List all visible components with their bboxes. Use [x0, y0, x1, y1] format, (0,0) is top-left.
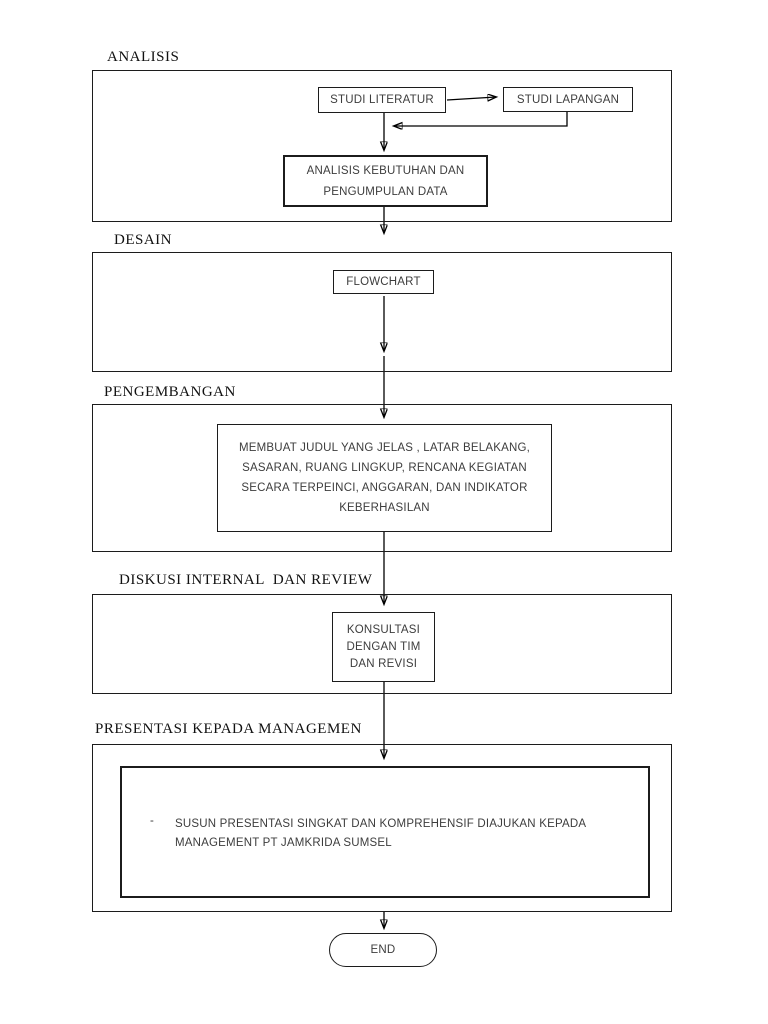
node-text-line: ANALISIS KEBUTUHAN DAN: [306, 164, 465, 177]
node-susun-presentasi: [120, 766, 650, 898]
section-label-pengembangan: PENGEMBANGAN: [104, 384, 236, 400]
node-text-line: SASARAN, RUANG LINGKUP, RENCANA KEGIATAN: [242, 462, 527, 474]
node-text-line: DAN REVISI: [349, 657, 418, 670]
node-text-line: MEMBUAT JUDUL YANG JELAS , LATAR BELAKANG,: [238, 442, 531, 454]
section-label-analisis: ANALISIS: [107, 49, 180, 65]
node-konsultasi: [332, 612, 435, 682]
node-text-line: MANAGEMENT PT JAMKRIDA SUMSEL: [175, 837, 392, 849]
node-studi-lapangan: STUDI LAPANGAN: [503, 87, 633, 112]
node-text-block: [175, 815, 586, 853]
node-text-line: PENGUMPULAN DATA: [323, 185, 448, 198]
node-studi-literatur: STUDI LITERATUR: [318, 87, 446, 113]
node-analisis-kebutuhan: [283, 155, 488, 207]
node-text-line: SUSUN PRESENTASI SINGKAT DAN KOMPREHENSIF DIAJUKAN KEPADA: [175, 818, 587, 830]
node-text-line: SECARA TERPEINCI, ANGGARAN, DAN INDIKATOR: [241, 482, 528, 494]
section-label-diskusi: DISKUSI INTERNAL DAN REVIEW: [119, 572, 373, 588]
section-label-presentasi: PRESENTASI KEPADA MANAGEMEN: [95, 721, 362, 737]
node-text-line: KEBERHASILAN: [339, 502, 430, 514]
node-text-line: KONSULTASI: [346, 623, 421, 636]
bullet-dash: -: [150, 815, 155, 827]
node-text-line: DENGAN TIM: [346, 640, 421, 653]
section-label-desain: DESAIN: [114, 232, 172, 248]
node-membuat-judul: [217, 424, 552, 532]
node-end-terminator: END: [329, 933, 437, 967]
node-flowchart: FLOWCHART: [333, 270, 434, 294]
